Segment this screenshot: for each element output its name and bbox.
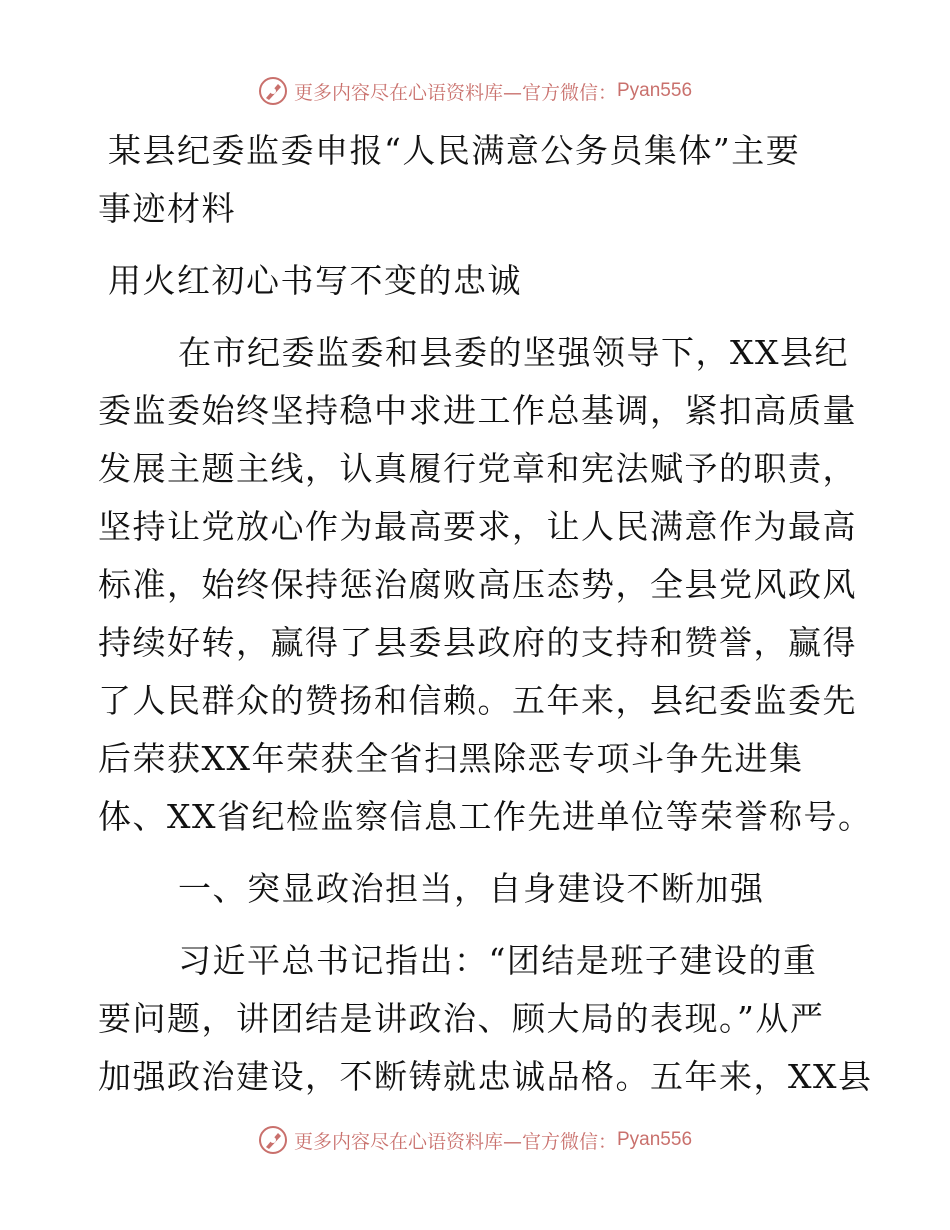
document-subtitle: 用火红初心书写不变的忠诚 <box>108 261 522 300</box>
paragraph1-line: 体、XX省纪检监察信息工作先进单位等荣誉称号。 <box>98 797 873 836</box>
pen-logo-icon <box>258 76 288 106</box>
watermark-text: 更多内容尽在心语资料库—官方微信： <box>293 1130 617 1153</box>
paragraph1-line: 发展主题主线，认真履行党章和宪法赋予的职责， <box>98 449 857 488</box>
paragraph1-line: 后荣获XX年荣获全省扫黑除恶专项斗争先进集 <box>98 739 804 778</box>
watermark-text: 更多内容尽在心语资料库—官方微信： <box>293 81 617 104</box>
paragraph1-line: 委监委始终坚持稳中求进工作总基调，紧扣高质量 <box>98 391 857 430</box>
paragraph2-line: 习近平总书记指出：“团结是班子建设的重 <box>178 941 818 980</box>
paragraph2-line: 加强政治建设，不断铸就忠诚品格。五年来，XX县 <box>98 1057 873 1096</box>
paragraph1-line: 持续好转，赢得了县委县政府的支持和赞誉，赢得 <box>98 623 857 662</box>
paragraph2-line: 要问题，讲团结是讲政治、顾大局的表现。”从严 <box>98 999 825 1038</box>
pen-logo-icon <box>258 1125 288 1155</box>
watermark-bottom <box>0 1120 950 1160</box>
paragraph1-line: 在市纪委监委和县委的坚强领导下，XX县纪 <box>178 333 849 372</box>
watermark-account: Pyan556 <box>617 80 693 101</box>
watermark-account: Pyan556 <box>617 1129 693 1150</box>
watermark-top <box>0 71 950 111</box>
paragraph1-line: 标准，始终保持惩治腐败高压态势，全县党风政风 <box>98 565 857 604</box>
document-body <box>98 122 873 1106</box>
paragraph1-line: 了人民群众的赞扬和信赖。五年来，县纪委监委先 <box>98 681 857 720</box>
section1-heading: 一、突显政治担当，自身建设不断加强 <box>178 869 765 908</box>
document-title-line-2: 事迹材料 <box>98 189 236 228</box>
document-title-line-1: 某县纪委监委申报“人民满意公务员集体”主要 <box>108 131 801 170</box>
paragraph1-line: 坚持让党放心作为最高要求，让人民满意作为最高 <box>98 507 857 546</box>
